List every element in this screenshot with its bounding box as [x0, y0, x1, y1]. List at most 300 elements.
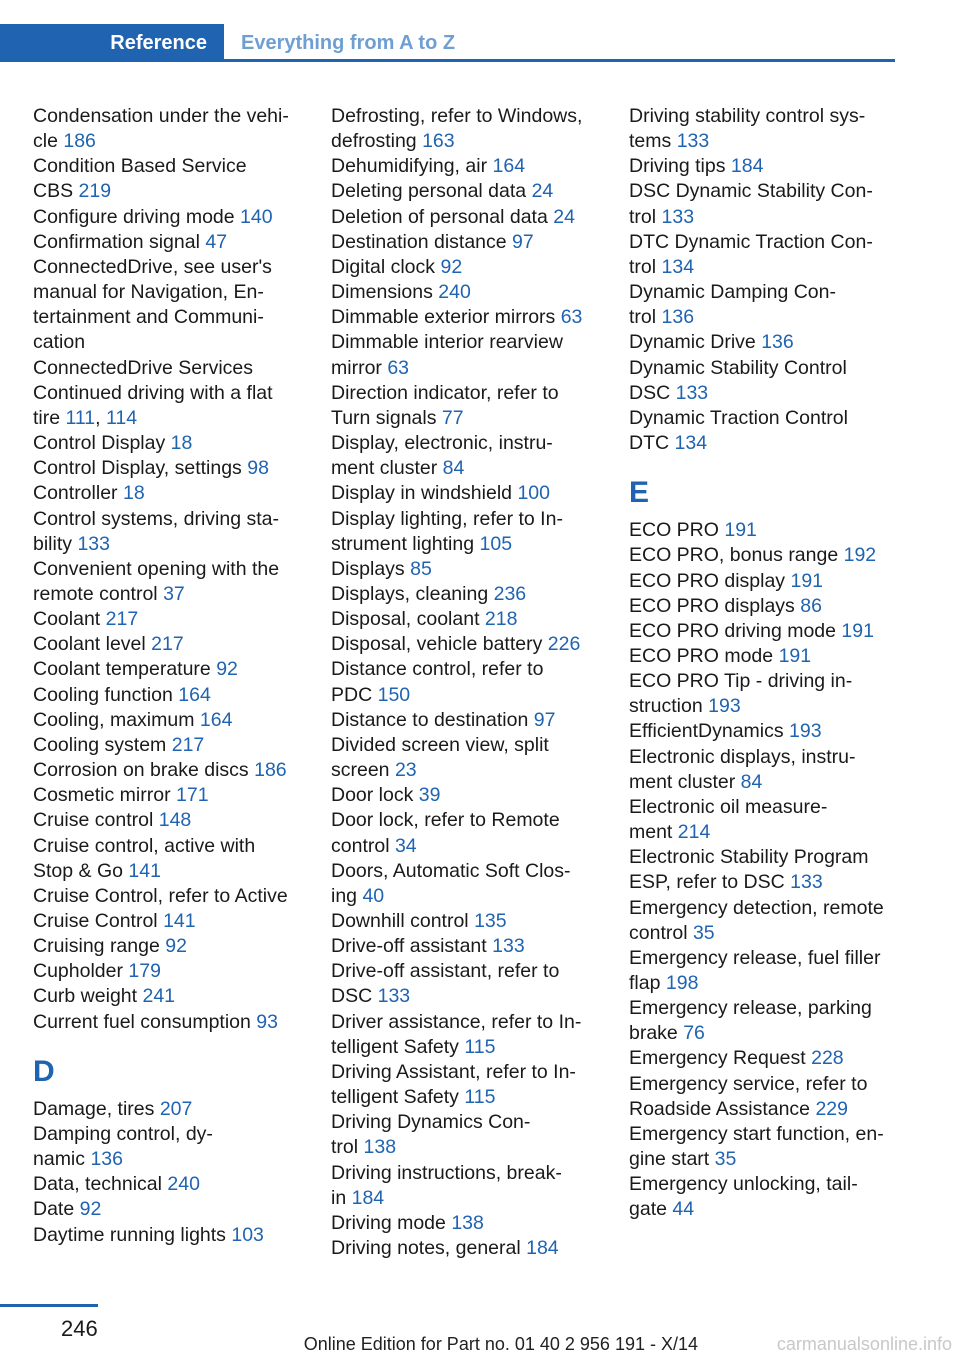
index-entry-text: Dynamic Traction Control [629, 406, 848, 429]
index-entry [629, 330, 899, 355]
page-link[interactable]: 39 [418, 784, 441, 807]
index-entry [33, 884, 323, 934]
index-entry-text: tire [33, 406, 61, 429]
index-entry-text: ECO PRO, bonus range [629, 544, 839, 567]
page-link[interactable]: 164 [199, 708, 233, 731]
page-link[interactable]: 100 [517, 482, 550, 505]
index-entry-text: Dynamic Damping Con- [629, 281, 836, 304]
index-entry-text: ing [331, 884, 358, 907]
index-entry-text: Disposal, coolant [331, 608, 480, 631]
index-entry [629, 280, 899, 330]
page-link[interactable]: 115 [464, 1035, 496, 1058]
index-entry-text: Electronic Stability Program [629, 846, 869, 869]
index-entry-text: Condensation under the vehi- [33, 105, 289, 127]
page-link[interactable]: 115 [464, 1086, 496, 1109]
index-entry [331, 179, 621, 204]
index-entry-text: ECO PRO display [629, 569, 786, 592]
index-entry [331, 708, 621, 733]
index-entry-text: Dimmable interior rearview [331, 331, 563, 354]
index-entry [33, 632, 323, 657]
page-link[interactable]: 141 [128, 859, 161, 882]
index-entry-text: EfficientDynamics [629, 720, 784, 743]
index-entry-text: Control systems, driving sta- [33, 507, 279, 530]
page-link[interactable]: 191 [724, 519, 757, 542]
index-entry-text: Defrosting, refer to Windows, [331, 105, 583, 127]
index-entry-text: cle [33, 130, 58, 153]
page-link[interactable]: 136 [661, 306, 695, 329]
page-link[interactable]: 240 [438, 281, 471, 304]
page-link[interactable]: 229 [815, 1097, 848, 1120]
page-link[interactable]: 92 [165, 935, 187, 958]
index-entry [629, 619, 899, 644]
index-entry-text: Dehumidifying, air [331, 155, 488, 178]
index-entry [629, 745, 899, 795]
index-entry-text: telligent Safety [331, 1086, 459, 1109]
index-entry-text: Cruise control [33, 809, 154, 832]
index-entry-text: ment [629, 821, 673, 844]
index-entry-text: Emergency detection, remote [629, 896, 884, 919]
index-entry-text: Doors, Automatic Soft Clos- [331, 859, 571, 882]
index-entry [629, 946, 899, 996]
index-entry [331, 557, 621, 582]
page-link[interactable]: 164 [492, 155, 526, 178]
index-entry [331, 607, 621, 632]
page-link[interactable]: 63 [387, 356, 410, 379]
page-link[interactable]: 35 [714, 1148, 737, 1171]
index-entry [331, 1161, 621, 1211]
page-link[interactable]: 193 [789, 720, 822, 743]
index-entry-text: cation [33, 331, 86, 354]
index-entry-text: ConnectedDrive, see user's [33, 255, 272, 278]
index-entry-text: Driver assistance, refer to In- [331, 1010, 582, 1033]
index-entry-text: mirror [331, 356, 382, 379]
index-entry [33, 708, 323, 733]
index-entry-text: Divided screen view, split [331, 733, 549, 756]
index-entry-text: Electronic oil measure- [629, 795, 828, 818]
index-entry [33, 1097, 323, 1122]
page-link[interactable]: 23 [394, 759, 417, 782]
page-link[interactable]: 191 [790, 569, 824, 592]
index-entry-text: PDC [331, 683, 373, 706]
index-entry-text: control [629, 921, 688, 944]
index-entry-text: screen [331, 759, 390, 782]
index-entry-text: Date [33, 1198, 75, 1221]
page-link[interactable]: 76 [683, 1022, 705, 1045]
index-entry [33, 104, 323, 154]
index-entry-text: Emergency release, fuel filler [629, 946, 881, 969]
index-entry-text: Emergency service, refer to [629, 1072, 868, 1095]
page-link[interactable]: 84 [442, 457, 465, 480]
index-entry-text: Door lock, refer to Remote [331, 809, 560, 832]
index-entry-text: gine start [629, 1148, 710, 1171]
index-entry [33, 1122, 323, 1172]
page-link[interactable]: 217 [105, 608, 139, 631]
index-entry [629, 104, 899, 154]
index-entry [33, 934, 323, 959]
page-link[interactable]: 40 [362, 884, 385, 907]
watermark: carmanualsonline.info [776, 1334, 952, 1354]
index-entry [629, 845, 899, 895]
index-entry-text: Damage, tires [33, 1097, 155, 1120]
index-entry [629, 154, 899, 179]
page-link[interactable]: 134 [674, 432, 708, 455]
index-entry-text: Driving mode [331, 1211, 446, 1234]
index-entry [331, 859, 621, 909]
index-entry-text: ment cluster [629, 770, 736, 793]
index-entry [629, 1172, 899, 1222]
index-entry [33, 783, 323, 808]
page-link[interactable]: 133 [676, 130, 710, 153]
index-entry-text: Cruising range [33, 935, 160, 958]
page-link[interactable]: 63 [560, 306, 583, 329]
index-entry-text: ECO PRO driving mode [629, 619, 836, 642]
page-link[interactable]: 92 [216, 658, 238, 681]
section-title: Everything from A to Z [241, 32, 456, 54]
page-link[interactable]: 105 [479, 532, 513, 555]
page-link[interactable]: 240 [167, 1173, 200, 1196]
index-entry-text: Cooling system [33, 733, 167, 756]
index-entry-text: Roadside Assistance [629, 1097, 811, 1120]
page-link[interactable]: 192 [843, 544, 877, 567]
index-entry-text: Daytime running lights [33, 1223, 226, 1246]
index-entry [331, 657, 621, 707]
index-entry-text: Driving tips [629, 155, 726, 178]
index-entry [331, 205, 621, 230]
page-link[interactable]: 134 [661, 255, 695, 278]
page-link[interactable]: 133 [661, 205, 695, 228]
page-link[interactable]: 218 [484, 608, 518, 631]
index-entry [331, 230, 621, 255]
index-entry-text: DSC [629, 381, 671, 404]
page-link[interactable]: 140 [240, 205, 273, 228]
index-entry-text: brake [629, 1022, 678, 1045]
index-entry [629, 1046, 899, 1071]
page-link[interactable]: 186 [63, 130, 96, 153]
index-entry-text: Driving stability control sys- [629, 105, 866, 127]
index-entry-text: Displays [331, 557, 405, 580]
index-entry [331, 280, 621, 305]
index-entry-text: ECO PRO displays [629, 594, 795, 617]
page-link[interactable]: 226 [547, 633, 581, 656]
page-link[interactable]: 114 [106, 406, 138, 429]
page-link[interactable]: 111 [65, 406, 96, 429]
index-entry-text: struction [629, 695, 703, 718]
index-entry-text: Data, technical [33, 1173, 162, 1196]
index-entry-text: flap [629, 972, 661, 994]
index-entry-text: ECO PRO Tip - driving in- [629, 670, 853, 693]
index-entry-text: trol [629, 306, 657, 329]
index-entry [331, 1010, 621, 1060]
page-link[interactable]: 92 [79, 1198, 102, 1221]
page-link[interactable]: 93 [256, 1010, 278, 1033]
index-entry-text: Emergency release, parking [629, 997, 872, 1020]
page-link[interactable]: 186 [254, 759, 287, 782]
index-entry-text: Deletion of personal data [331, 205, 548, 228]
index-entry [629, 644, 899, 669]
page-link[interactable]: 241 [142, 985, 176, 1008]
index-entry [331, 305, 621, 330]
page-link[interactable]: 179 [128, 960, 161, 983]
index-entry [33, 1010, 323, 1035]
page-link[interactable]: 184 [351, 1186, 385, 1209]
page-link[interactable]: 191 [841, 619, 874, 642]
index-entry [629, 569, 899, 594]
index-entry-text: remote control [33, 582, 158, 605]
index-entry [331, 481, 621, 506]
index-entry-text: Controller [33, 482, 118, 505]
index-entry-text: Convenient opening with the [33, 557, 280, 580]
page-link[interactable]: 219 [78, 180, 112, 203]
section-tab[interactable]: Reference [0, 24, 224, 62]
index-entry [33, 733, 323, 758]
index-entry-text: Dimensions [331, 281, 433, 304]
page-link[interactable]: 92 [440, 255, 463, 278]
page-link[interactable]: 148 [158, 809, 192, 832]
index-entry [629, 795, 899, 845]
index-entry [33, 205, 323, 230]
index-entry [629, 230, 899, 280]
page-link[interactable]: 138 [363, 1136, 397, 1159]
index-entry-text: trol [629, 255, 657, 278]
index-entry-text: Emergency Request [629, 1047, 806, 1070]
page-link[interactable]: 136 [761, 331, 794, 354]
index-entry [33, 683, 323, 708]
page-link[interactable]: 191 [778, 644, 812, 667]
page-link[interactable]: 133 [377, 985, 411, 1008]
index-entry [33, 431, 323, 456]
index-entry-text: DTC [629, 432, 670, 455]
index-entry [331, 1110, 621, 1160]
index-entry-text: Configure driving mode [33, 205, 235, 228]
index-entry [331, 154, 621, 179]
index-entry [331, 808, 621, 858]
index-entry [33, 959, 323, 984]
page-link[interactable]: 86 [800, 594, 822, 617]
page-link[interactable]: 171 [176, 784, 209, 807]
index-entry-text: telligent Safety [331, 1035, 459, 1058]
index-entry [629, 594, 899, 619]
index-entry-text: Door lock [331, 784, 414, 807]
index-entry-text: defrosting [331, 130, 417, 153]
page-link[interactable]: 236 [493, 582, 527, 605]
index-entry [33, 154, 323, 204]
index-entry-text: Dynamic Stability Control [629, 356, 847, 379]
index-column-2 [331, 104, 621, 1261]
page-link[interactable]: 34 [394, 834, 417, 857]
index-column-3 [629, 104, 899, 1223]
page-link[interactable]: 217 [171, 733, 205, 756]
index-entry [33, 481, 323, 506]
index-entry-text: namic [33, 1148, 86, 1171]
index-entry [331, 1060, 621, 1110]
index-entry-text: Cruise Control [33, 910, 158, 932]
index-entry [33, 834, 323, 884]
index-entry [331, 632, 621, 657]
index-entry-text: trol [629, 205, 657, 228]
index-entry [331, 909, 621, 934]
index-entry-text: Distance to destination [331, 708, 529, 731]
index-entry: Continued driving with a flat tire 111, 114 [33, 381, 273, 429]
index-entry-text: bility [33, 532, 73, 555]
index-entry [629, 996, 899, 1046]
index-entry [331, 381, 621, 431]
index-entry-text: Condition Based Service [33, 155, 247, 178]
index-entry [331, 431, 621, 481]
index-entry [629, 179, 899, 229]
index-entry-text: Driving notes, general [331, 1237, 521, 1260]
page-link[interactable]: 133 [675, 381, 709, 404]
index-entry-text: CBS [33, 180, 74, 203]
page-link[interactable]: 24 [531, 180, 554, 203]
index-entry-text: ECO PRO [629, 519, 719, 542]
index-entry-text: Driving Assistant, refer to In- [331, 1060, 576, 1083]
index-entry-text: Cosmetic mirror [33, 784, 171, 807]
page-link[interactable]: 35 [692, 921, 715, 944]
page-link[interactable]: 214 [677, 821, 711, 844]
page-link[interactable]: 198 [665, 972, 699, 994]
index-entry-text: Cupholder [33, 960, 123, 983]
index-entry [33, 984, 323, 1009]
index-entry-text: gate [629, 1198, 667, 1221]
index-entry [33, 657, 323, 682]
index-entry [33, 255, 323, 356]
page-link[interactable]: 163 [422, 130, 455, 153]
index-entry [629, 543, 899, 568]
index-entry [33, 1172, 323, 1197]
index-column-1 [33, 104, 323, 1248]
index-entry [629, 1122, 899, 1172]
index-entry-text: in [331, 1186, 347, 1209]
index-entry-text: Display, electronic, instru- [331, 432, 553, 455]
page-link[interactable]: 207 [159, 1097, 193, 1120]
page-link[interactable]: 228 [811, 1047, 844, 1070]
index-entry-text: tertainment and Communi- [33, 306, 264, 329]
page-link[interactable]: 133 [790, 871, 823, 894]
index-entry-text: Turn signals [331, 406, 437, 429]
index-entry-text: ESP, refer to DSC [629, 871, 785, 894]
page-link[interactable]: 85 [410, 557, 432, 580]
index-entry [331, 582, 621, 607]
index-entry [331, 959, 621, 1009]
index-entry-text: ment cluster [331, 457, 438, 480]
index-entry-text: Direction indicator, refer to [331, 381, 559, 404]
index-entry-text: Confirmation signal [33, 230, 200, 253]
page-link[interactable]: 135 [474, 910, 507, 932]
edition-note: Online Edition for Part no. 01 40 2 956 191 - X/14 [303, 1334, 698, 1354]
page-link[interactable]: 18 [122, 482, 145, 505]
index-entry-text: Driving instructions, break- [331, 1161, 562, 1184]
page-link[interactable]: 97 [512, 230, 534, 253]
index-entry [33, 1223, 323, 1248]
page-link[interactable]: 37 [163, 582, 185, 605]
page-link[interactable]: 18 [170, 432, 193, 455]
page-link[interactable]: 103 [231, 1223, 264, 1246]
index-letter-heading: D [33, 1054, 55, 1088]
index-entry-text: Dimmable exterior mirrors [331, 306, 556, 329]
page-link[interactable]: 44 [672, 1198, 695, 1221]
page-link[interactable]: 141 [163, 910, 196, 932]
index-entry [629, 356, 899, 406]
index-entry-text: Stop & Go [33, 859, 123, 882]
page-link[interactable]: 24 [553, 205, 575, 228]
index-entry [33, 607, 323, 632]
page-link[interactable]: 138 [451, 1211, 484, 1234]
index-entry [331, 507, 621, 557]
index-entry-text: Downhill control [331, 910, 469, 932]
index-entry-text: Damping control, dy- [33, 1122, 213, 1145]
header-divider [224, 59, 895, 62]
index-entry-text: Cooling function [33, 683, 173, 706]
index-entry [33, 230, 323, 255]
page-link[interactable]: 98 [247, 457, 269, 480]
index-entry-text: Curb weight [33, 985, 138, 1008]
index-entry [331, 783, 621, 808]
index-entry-text: Dynamic Drive [629, 331, 756, 354]
index-entry-text: Control Display, settings [33, 457, 242, 480]
index-entry-text: DTC Dynamic Traction Con- [629, 230, 873, 253]
index-entry [629, 896, 899, 946]
page-link[interactable]: 133 [77, 532, 110, 555]
page-link[interactable]: 217 [151, 633, 184, 656]
index-entry [33, 758, 323, 783]
index-entry [629, 1072, 899, 1122]
index-entry [33, 1197, 323, 1222]
index-entry-text: Coolant temperature [33, 658, 211, 681]
page-link[interactable]: 184 [730, 155, 764, 178]
index-entry-text: ECO PRO mode [629, 644, 774, 667]
index-entry-text: Drive-off assistant, refer to [331, 960, 560, 983]
index-entry-text: Emergency start function, en- [629, 1122, 884, 1145]
page-link[interactable]: 150 [377, 683, 411, 706]
index-entry [629, 669, 899, 719]
index-entry-text: Digital clock [331, 255, 436, 278]
index-entry-text: Current fuel consumption [33, 1010, 251, 1033]
page-link[interactable]: 164 [178, 683, 211, 706]
index-entry-text: Destination distance [331, 230, 507, 253]
index-entry-text: Electronic displays, instru- [629, 745, 856, 768]
page-link[interactable]: 193 [708, 695, 741, 718]
index-entry [33, 456, 323, 481]
page-link[interactable]: 136 [90, 1148, 123, 1171]
index-entry-text: Control Display [33, 432, 166, 455]
page-link[interactable]: 133 [492, 935, 525, 958]
index-entry [331, 330, 621, 380]
index-entry [331, 934, 621, 959]
page-link[interactable]: 77 [441, 406, 464, 429]
page-link[interactable]: 184 [526, 1237, 559, 1260]
index-entry-text: Deleting personal data [331, 180, 527, 203]
footer-divider [0, 1304, 98, 1307]
index-entry-text: Distance control, refer to [331, 658, 544, 681]
index-entry-text: Displays, cleaning [331, 582, 489, 605]
index-entry-text: ConnectedDrive Services [33, 356, 254, 379]
index-entry [629, 406, 899, 456]
index-entry-text: DSC Dynamic Stability Con- [629, 180, 873, 203]
index-entry [33, 808, 323, 833]
index-entry [629, 719, 899, 744]
page-link[interactable]: 84 [740, 770, 763, 793]
index-entry-text: Cruise Control, refer to Active [33, 884, 288, 907]
index-entry-text: Coolant level [33, 633, 146, 656]
index-entry [33, 557, 323, 607]
index-entry [33, 356, 323, 381]
index-entry-text: trol [331, 1136, 359, 1159]
index-entry [629, 518, 899, 543]
index-entry-text: Cooling, maximum [33, 708, 195, 731]
index-entry-text: Display in windshield [331, 482, 513, 505]
page-link[interactable]: 97 [533, 708, 556, 731]
page-link[interactable]: 47 [205, 230, 228, 253]
